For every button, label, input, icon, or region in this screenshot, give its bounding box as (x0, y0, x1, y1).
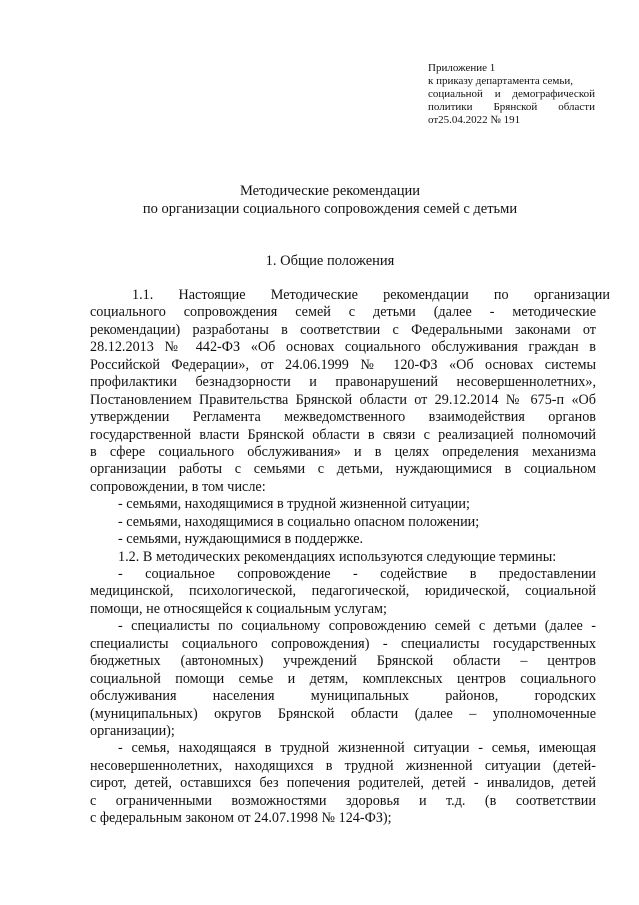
body-line: утверждении Регламента межведомственного взаимодействия органов (90, 409, 596, 426)
body-line: социального сопровождения семей с детьми (далее - методические (90, 304, 596, 321)
body-line: - специалисты по социальному сопровождению семей с детьми (далее - (118, 618, 596, 635)
body-line: медицинской, психологической, педагогической, юридической, социальной (90, 583, 596, 600)
appendix-line: от25.04.2022 № 191 (428, 114, 521, 127)
document-body (90, 287, 610, 828)
body-line: в сфере социального обслуживания» и в целях определения механизма (90, 443, 596, 460)
body-line: 1.1. Настоящие Методические рекомендации по организации (132, 287, 610, 303)
body-line: несовершеннолетних, находящихся в трудной жизненной ситуации (детей- (90, 757, 596, 774)
appendix-line: к приказу департамента семьи, (428, 75, 574, 88)
body-line: Российской Федерации», от 24.06.1999 № 120-ФЗ «Об основах системы (90, 356, 596, 373)
body-line: организации); (90, 722, 175, 739)
body-line: с федеральным законом от 24.07.1998 № 124-ФЗ); (90, 810, 392, 827)
body-line: рекомендации) разработаны в соответствии с Федеральными законами от (90, 321, 596, 338)
body-line: - семьями, нуждающимися в поддержке. (118, 531, 364, 548)
body-line: помощи, не относящейся к социальным услугам; (90, 600, 387, 617)
body-line: специалисты социального сопровождения) - специалисты государственных (90, 635, 596, 652)
body-line: бюджетных (автономных) учреждений Брянской области – центров (90, 653, 596, 670)
body-line: - социальное сопровождение - содействие в предоставлении (118, 566, 596, 582)
appendix-note (428, 62, 595, 127)
document-title (80, 182, 580, 218)
appendix-line: политики Брянской области (428, 101, 595, 114)
body-line: организации работы с семьями с детьми, нуждающимися в социальном (90, 461, 596, 478)
body-line: государственной власти Брянской области в связи с реализацией полномочий (90, 426, 596, 443)
body-line: - семьями, находящимися в социально опасном положении; (118, 513, 480, 530)
body-line: (муниципальных) округов Брянской области (далее – уполномоченные (90, 705, 596, 722)
body-line: Постановлением Правительства Брянской области от 29.12.2014 № 675-п «Об (90, 391, 596, 408)
section-heading: 1. Общие положения (265, 253, 395, 269)
document-title-line: по организации социального сопровождения семей с детьми (142, 201, 518, 217)
appendix-line: Приложение 1 (428, 62, 496, 74)
document-title-line: Методические рекомендации (239, 183, 421, 199)
body-line: 1.2. В методических рекомендациях используются следующие термины: (118, 548, 557, 565)
body-line: - семья, находящаяся в трудной жизненной ситуации - семья, имеющая (118, 740, 596, 757)
body-line: - семьями, находящимися в трудной жизненной ситуации; (118, 496, 470, 513)
appendix-line: социальной и демографической (428, 88, 595, 101)
body-line: сопровождении, в том числе: (90, 478, 266, 495)
body-line: с ограниченными возможностями здоровья и т.д. (в соответствии (90, 792, 596, 809)
body-line: социальной помощи семье и детям, комплексных центров социального (90, 670, 596, 687)
body-line: 28.12.2013 № 442-ФЗ «Об основах социального обслуживания граждан в (90, 339, 596, 356)
body-line: профилактики безнадзорности и правонарушений несовершеннолетних», (90, 374, 596, 391)
body-line: сирот, детей, оставшихся без попечения родителей, детей - инвалидов, детей (90, 775, 596, 792)
body-line: обслуживания населения муниципальных районов, городских (90, 688, 596, 705)
